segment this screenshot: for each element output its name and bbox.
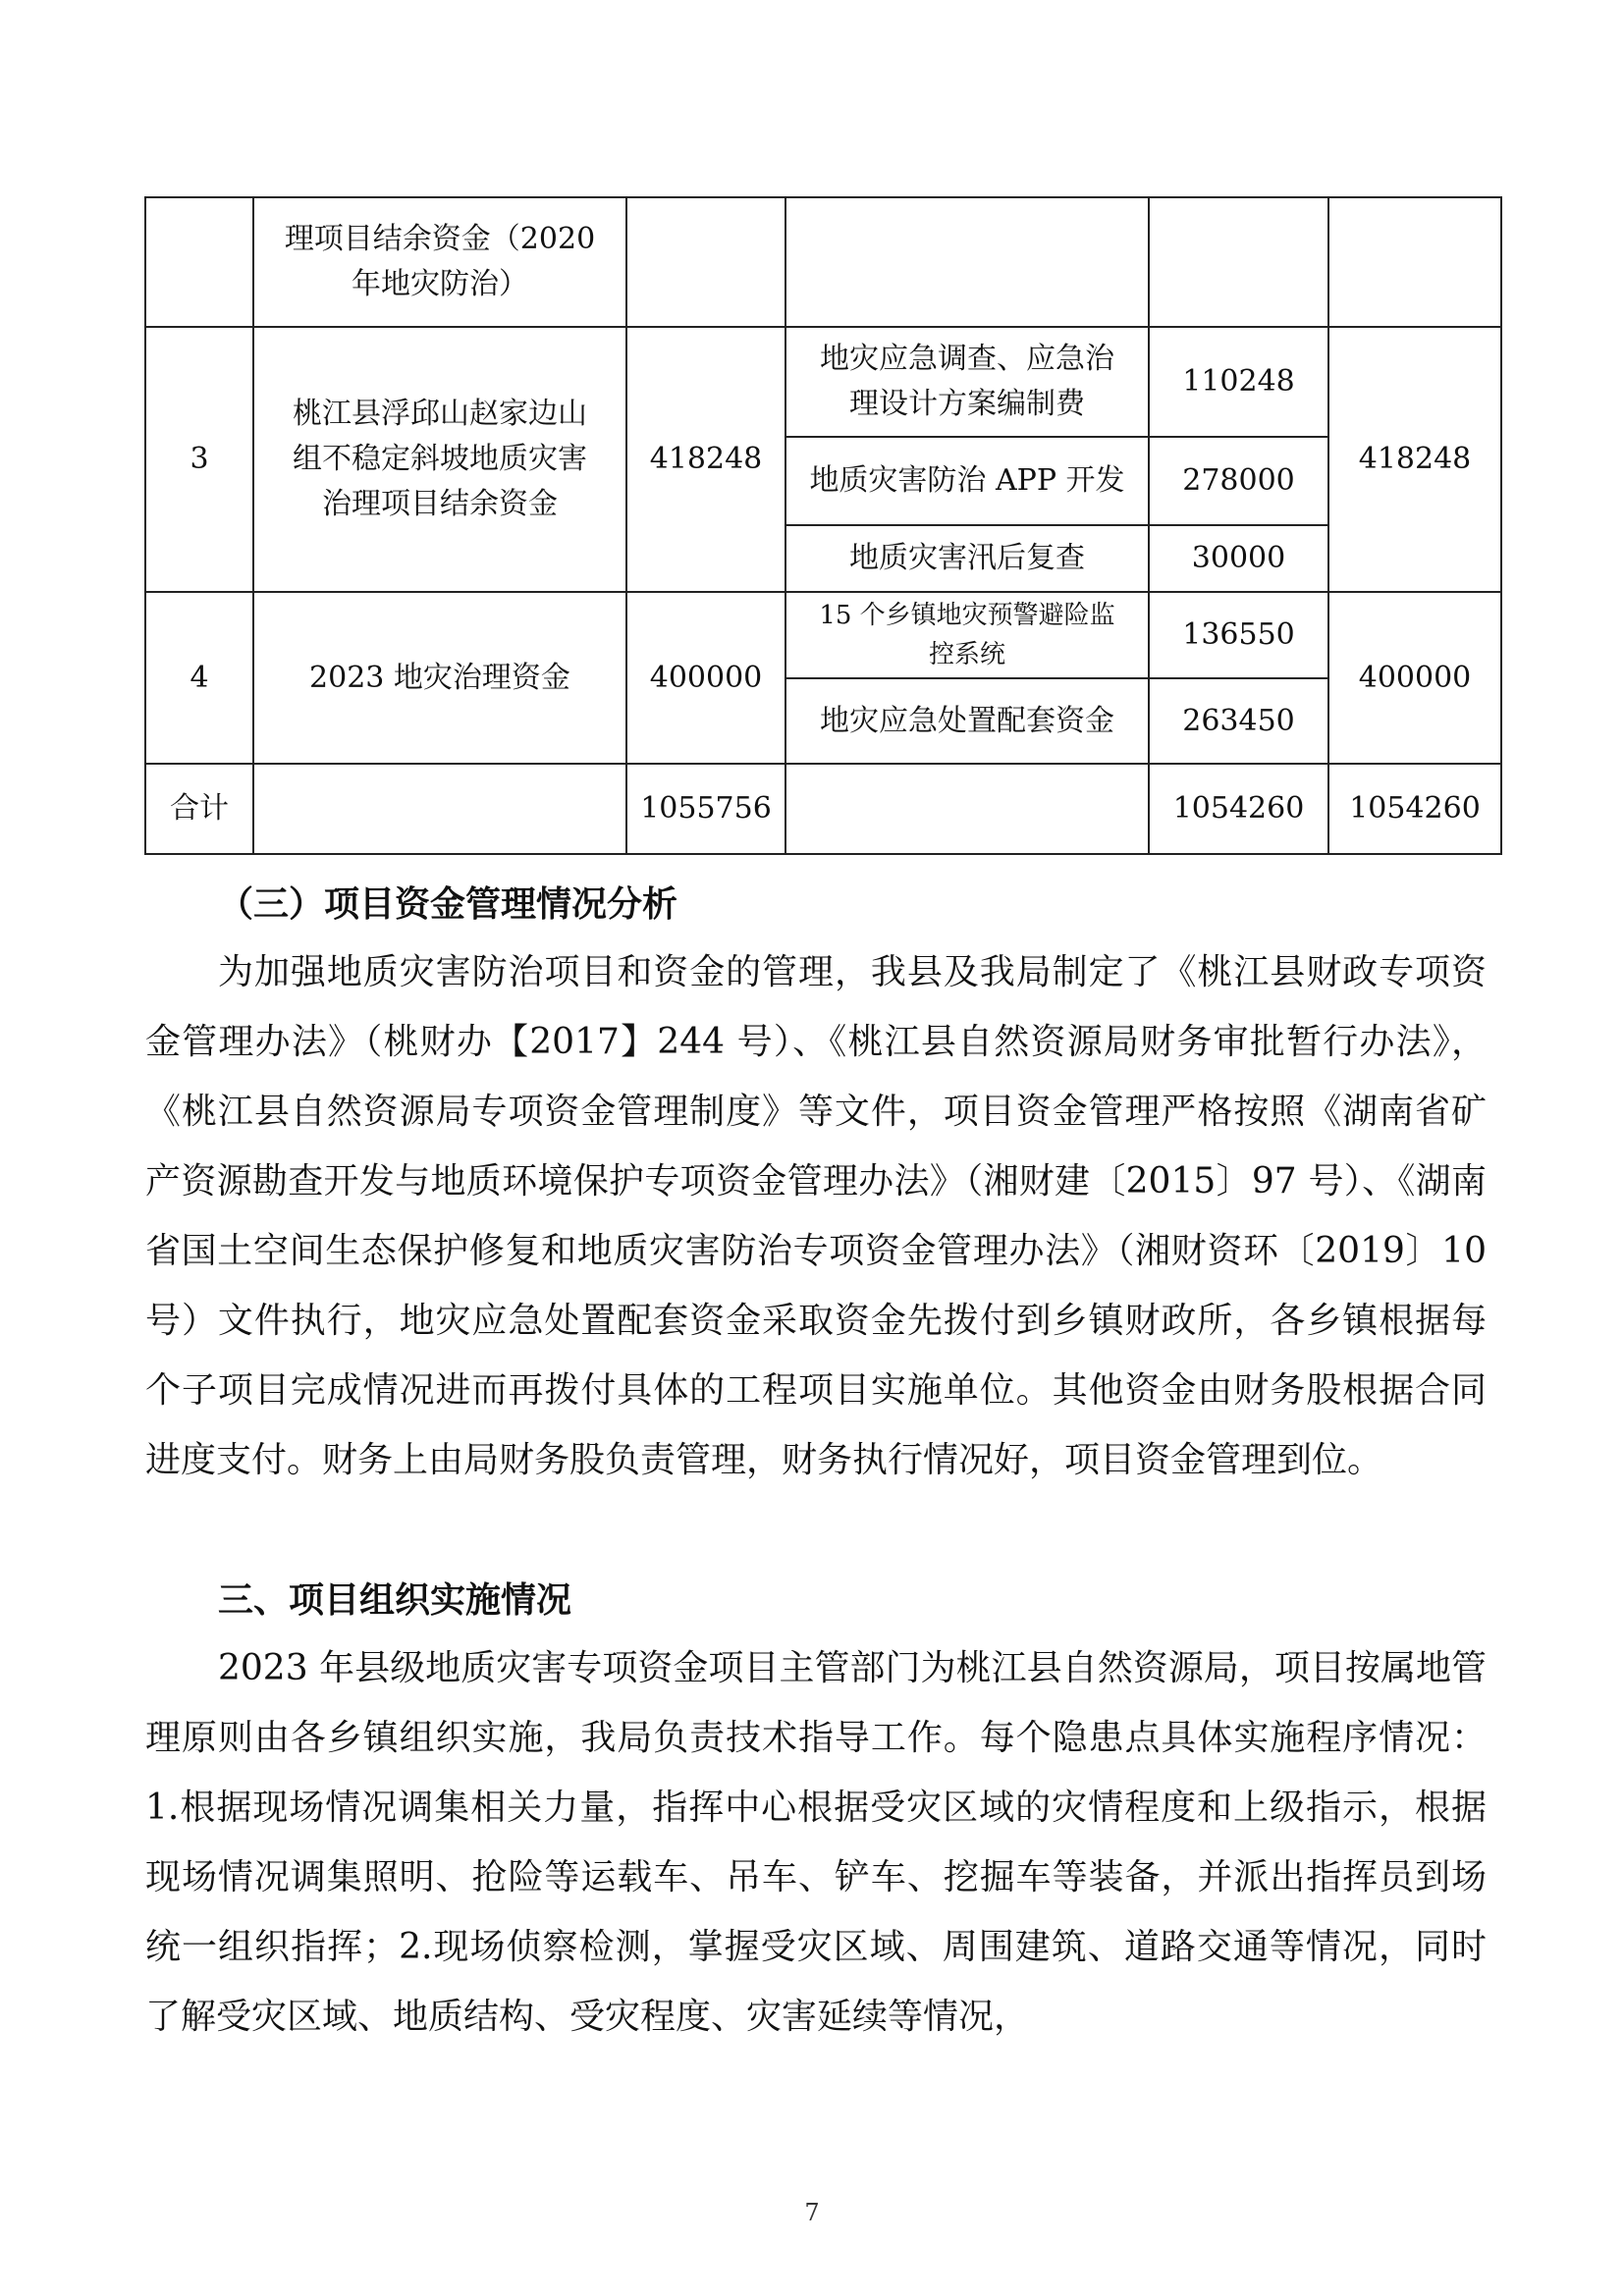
row-number-cell: 4 xyxy=(145,592,253,764)
item-amount-cell: 30000 xyxy=(1149,525,1328,592)
budget-cell: 418248 xyxy=(626,327,785,592)
row-number-cell: 3 xyxy=(145,327,253,592)
project-name-cell xyxy=(253,197,626,327)
project-name-line: 桃江县浮邱山赵家边山 xyxy=(293,397,587,431)
project-name-cell: 2023 地灾治理资金 xyxy=(253,592,626,764)
project-name-cell xyxy=(253,327,626,592)
item-amount-cell: 136550 xyxy=(1149,592,1328,678)
project-name-line: 理项目结余资金（2020 xyxy=(284,222,596,256)
row-number-cell xyxy=(145,197,253,327)
table-row xyxy=(145,327,1501,437)
section-heading-fund-management: （三）项目资金管理情况分析 xyxy=(218,883,678,925)
item-amount-cell xyxy=(1149,197,1328,327)
project-name-line: 组不稳定斜坡地质灾害 xyxy=(293,442,587,476)
total-cell: 400000 xyxy=(1328,592,1501,764)
table-sum-row xyxy=(145,764,1501,854)
item-name-line: 15 个乡镇地灾预警避险监 xyxy=(819,601,1115,630)
implementation-paragraph: 2023 年县级地质灾害专项资金项目主管部门为桃江县自然资源局，项目按属地管理原则由各乡镇组织实施，我局负责技术指导工作。每个隐患点具体实施程序情况：1.根据现场情况调集相关力量，指挥中心根据受灾区域的灾情程度和上级指示，根据现场情况调集照明、抢险等运载车、吊车、铲车、挖掘车等装备，并派出指挥员到场统一组织指挥；2.现场侦察检测，掌握受灾区域、周围建筑、道路交通等情况，同时了解受灾区域、地质结构、受灾程度、灾害延续等情况， xyxy=(145,1648,1487,2037)
project-name-line: 年地灾防治） xyxy=(352,267,528,301)
sum-item-cell xyxy=(785,764,1149,854)
item-name-line: 地灾应急调查、应急治 xyxy=(820,342,1114,376)
sum-amount-cell: 1054260 xyxy=(1149,764,1328,854)
sum-budget-cell: 1055756 xyxy=(626,764,785,854)
table-row xyxy=(145,592,1501,678)
fund-table xyxy=(144,196,1502,855)
sum-total-cell: 1054260 xyxy=(1328,764,1501,854)
total-cell xyxy=(1328,197,1501,327)
item-amount-cell: 110248 xyxy=(1149,327,1328,437)
project-name-line: 治理项目结余资金 xyxy=(322,487,558,521)
table-row xyxy=(145,197,1501,327)
item-name-cell xyxy=(785,327,1149,437)
item-name-cell: 地质灾害汛后复查 xyxy=(785,525,1149,592)
budget-cell: 400000 xyxy=(626,592,785,764)
item-name-cell: 地质灾害防治 APP 开发 xyxy=(785,437,1149,525)
section-heading-implementation: 三、项目组织实施情况 xyxy=(218,1579,572,1621)
item-name-cell: 地灾应急处置配套资金 xyxy=(785,678,1149,764)
fund-management-paragraph: 为加强地质灾害防治项目和资金的管理，我县及我局制定了《桃江县财政专项资金管理办法》（桃财办【2017】244 号）、《桃江县自然资源局财务审批暂行办法》，《桃江县自然资源局专项资金管理制度》等文件，项目资金管理严格按照《湖南省矿产资源勘查开发与地质环境保护专项资金管理办法》（湘财建〔2015〕97 号）、《湖南省国土空间生态保护修复和地质灾害防治专项资金管理办法》（湘财资环〔2019〕10 号）文件执行，地灾应急处置配套资金采取资金先拨付到乡镇财政所，各乡镇根据每个子项目完成情况进而再拨付具体的工程项目实施单位。其他资金由财务股根据合同进度支付。财务上由局财务股负责管理，财务执行情况好，项目资金管理到位。 xyxy=(145,952,1487,1480)
sum-label-cell: 合计 xyxy=(145,764,253,854)
item-amount-cell: 278000 xyxy=(1149,437,1328,525)
item-amount-cell: 263450 xyxy=(1149,678,1328,764)
item-name-line: 理设计方案编制费 xyxy=(849,387,1085,421)
total-cell: 418248 xyxy=(1328,327,1501,592)
page-number: 7 xyxy=(804,2199,820,2226)
item-name-cell xyxy=(785,197,1149,327)
budget-cell xyxy=(626,197,785,327)
sum-name-cell xyxy=(253,764,626,854)
item-name-line: 控系统 xyxy=(928,640,1005,669)
item-name-cell xyxy=(785,592,1149,678)
